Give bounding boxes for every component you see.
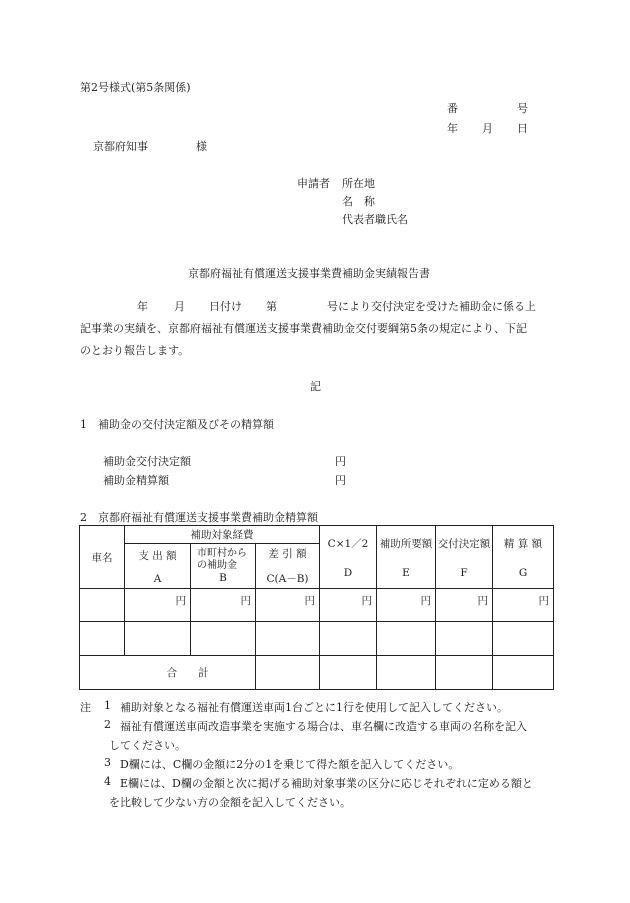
- header-col-d-label: C×1／2: [327, 537, 369, 550]
- header-col-b: [191, 544, 256, 589]
- grant-decided-unit: 円: [335, 455, 346, 468]
- header-col-b-letter: B: [219, 572, 227, 584]
- header-col-a-label: 支 出 額: [138, 549, 177, 562]
- total-f: [436, 656, 493, 690]
- note3-text: D欄には、C欄の金額に2分の1を乗じて得た額を記入してください。: [120, 758, 460, 771]
- header-col-f: [436, 526, 493, 589]
- header-col-d: [320, 526, 377, 589]
- row1-a: 円: [125, 589, 191, 622]
- note1-text: 補助対象となる福祉有償運送車両1台ごとに1行を使用して記入してください。: [120, 701, 508, 714]
- applicant-name: 名 称: [342, 195, 375, 208]
- header-col-f-label: 交付決定額: [437, 537, 491, 550]
- note3-number: 3: [104, 756, 111, 769]
- row2-e: [377, 622, 436, 656]
- applicant-address: 所在地: [342, 177, 375, 190]
- header-col-c-letter: C(A－B): [266, 573, 309, 585]
- grant-settled-label: 補助金精算額: [103, 474, 169, 487]
- addressee-suffix: 様: [196, 140, 207, 153]
- header-col-c-label: 差 引 額: [268, 548, 307, 560]
- header-col-f-letter: F: [460, 566, 468, 579]
- row2-f: [436, 622, 493, 656]
- row1-c: 円: [256, 589, 320, 622]
- row1-f: 円: [436, 589, 493, 622]
- body-date-suffix: 日付け: [209, 300, 242, 313]
- total-c: [256, 656, 320, 690]
- header-col-e-letter: E: [402, 566, 410, 579]
- section2-heading: 2 京都府福祉有償運送支援事業費補助金精算額: [80, 511, 318, 524]
- total-g: [493, 656, 554, 690]
- date-label-day: 日: [517, 122, 528, 135]
- total-e: [377, 656, 436, 690]
- header-subsidy-expenses: 補助対象経費: [125, 526, 320, 544]
- row1-b: 円: [191, 589, 256, 622]
- row2-car-name: [80, 622, 125, 656]
- header-col-d-letter: D: [343, 566, 353, 579]
- header-col-e: [377, 526, 436, 589]
- body-month: 月: [174, 300, 185, 313]
- total-label: 合 計: [80, 656, 256, 690]
- row2-g: [493, 622, 554, 656]
- note2-number: 2: [104, 718, 111, 731]
- header-col-a-letter: A: [153, 572, 162, 585]
- applicant-label: 申請者: [297, 177, 330, 190]
- row1-e: 円: [377, 589, 436, 622]
- section1-heading: 1 補助金の交付決定額及びその精算額: [80, 418, 274, 431]
- header-col-g: [493, 526, 554, 589]
- header-col-g-letter: G: [518, 566, 528, 579]
- date-label-month: 月: [482, 122, 493, 135]
- body-dai: 第: [266, 300, 277, 313]
- row1-car-name: [80, 589, 125, 622]
- note4-text: E欄には、D欄の金額と次に掲げる補助対象事業の区分に応じそれぞれに定める額と: [120, 777, 533, 790]
- header-col-a: [125, 544, 191, 589]
- header-col-b-label: 市町村から の補助金: [197, 548, 247, 571]
- total-d: [320, 656, 377, 690]
- body-year: 年: [137, 300, 148, 313]
- header-col-c: [256, 544, 320, 589]
- row2-a: [125, 622, 191, 656]
- document-title: 京都府福祉有償運送支援事業費補助金実績報告書: [188, 267, 430, 280]
- row2-b: [191, 622, 256, 656]
- body-line2: 記事業の実績を、京都府福祉有償運送支援事業費補助金交付要綱第5条の規定により、下記: [80, 322, 527, 335]
- applicant-representative: 代表者職氏名: [342, 213, 408, 226]
- header-col-g-label: 精 算 額: [503, 537, 543, 550]
- settlement-table: [79, 525, 554, 690]
- row1-d: 円: [320, 589, 377, 622]
- note4-number: 4: [104, 775, 111, 788]
- row1-g: 円: [493, 589, 554, 622]
- date-label-year: 年: [447, 122, 458, 135]
- row2-d: [320, 622, 377, 656]
- note2-text: 福祉有償運送車両改造事業を実施する場合は、車名欄に改造する車両の名称を記入: [120, 720, 527, 733]
- form-number: 第2号様式(第5条関係): [80, 81, 191, 94]
- header-col-e-label: 補助所要額: [379, 537, 433, 550]
- number-label-go: 号: [517, 102, 528, 115]
- note4-continuation: を比較して少ない方の金額を記入してください。: [109, 796, 351, 809]
- body-line3: のとおり報告します。: [80, 344, 190, 357]
- header-car-name: 車名: [80, 526, 125, 589]
- number-label-ban: 番: [447, 102, 458, 115]
- ki-mark: 記: [310, 380, 321, 393]
- note2-continuation: してください。: [109, 739, 186, 752]
- note1-number: 1: [104, 699, 111, 712]
- table-total-row: [80, 656, 554, 690]
- table-row: [80, 589, 554, 622]
- body-line1-rest: 号により交付決定を受けた補助金に係る上: [327, 300, 536, 313]
- grant-settled-unit: 円: [335, 474, 346, 487]
- table-row: [80, 622, 554, 656]
- notes-prefix: 注: [80, 701, 91, 714]
- row2-c: [256, 622, 320, 656]
- grant-decided-label: 補助金交付決定額: [103, 455, 191, 468]
- addressee-name: 京都府知事: [93, 140, 148, 153]
